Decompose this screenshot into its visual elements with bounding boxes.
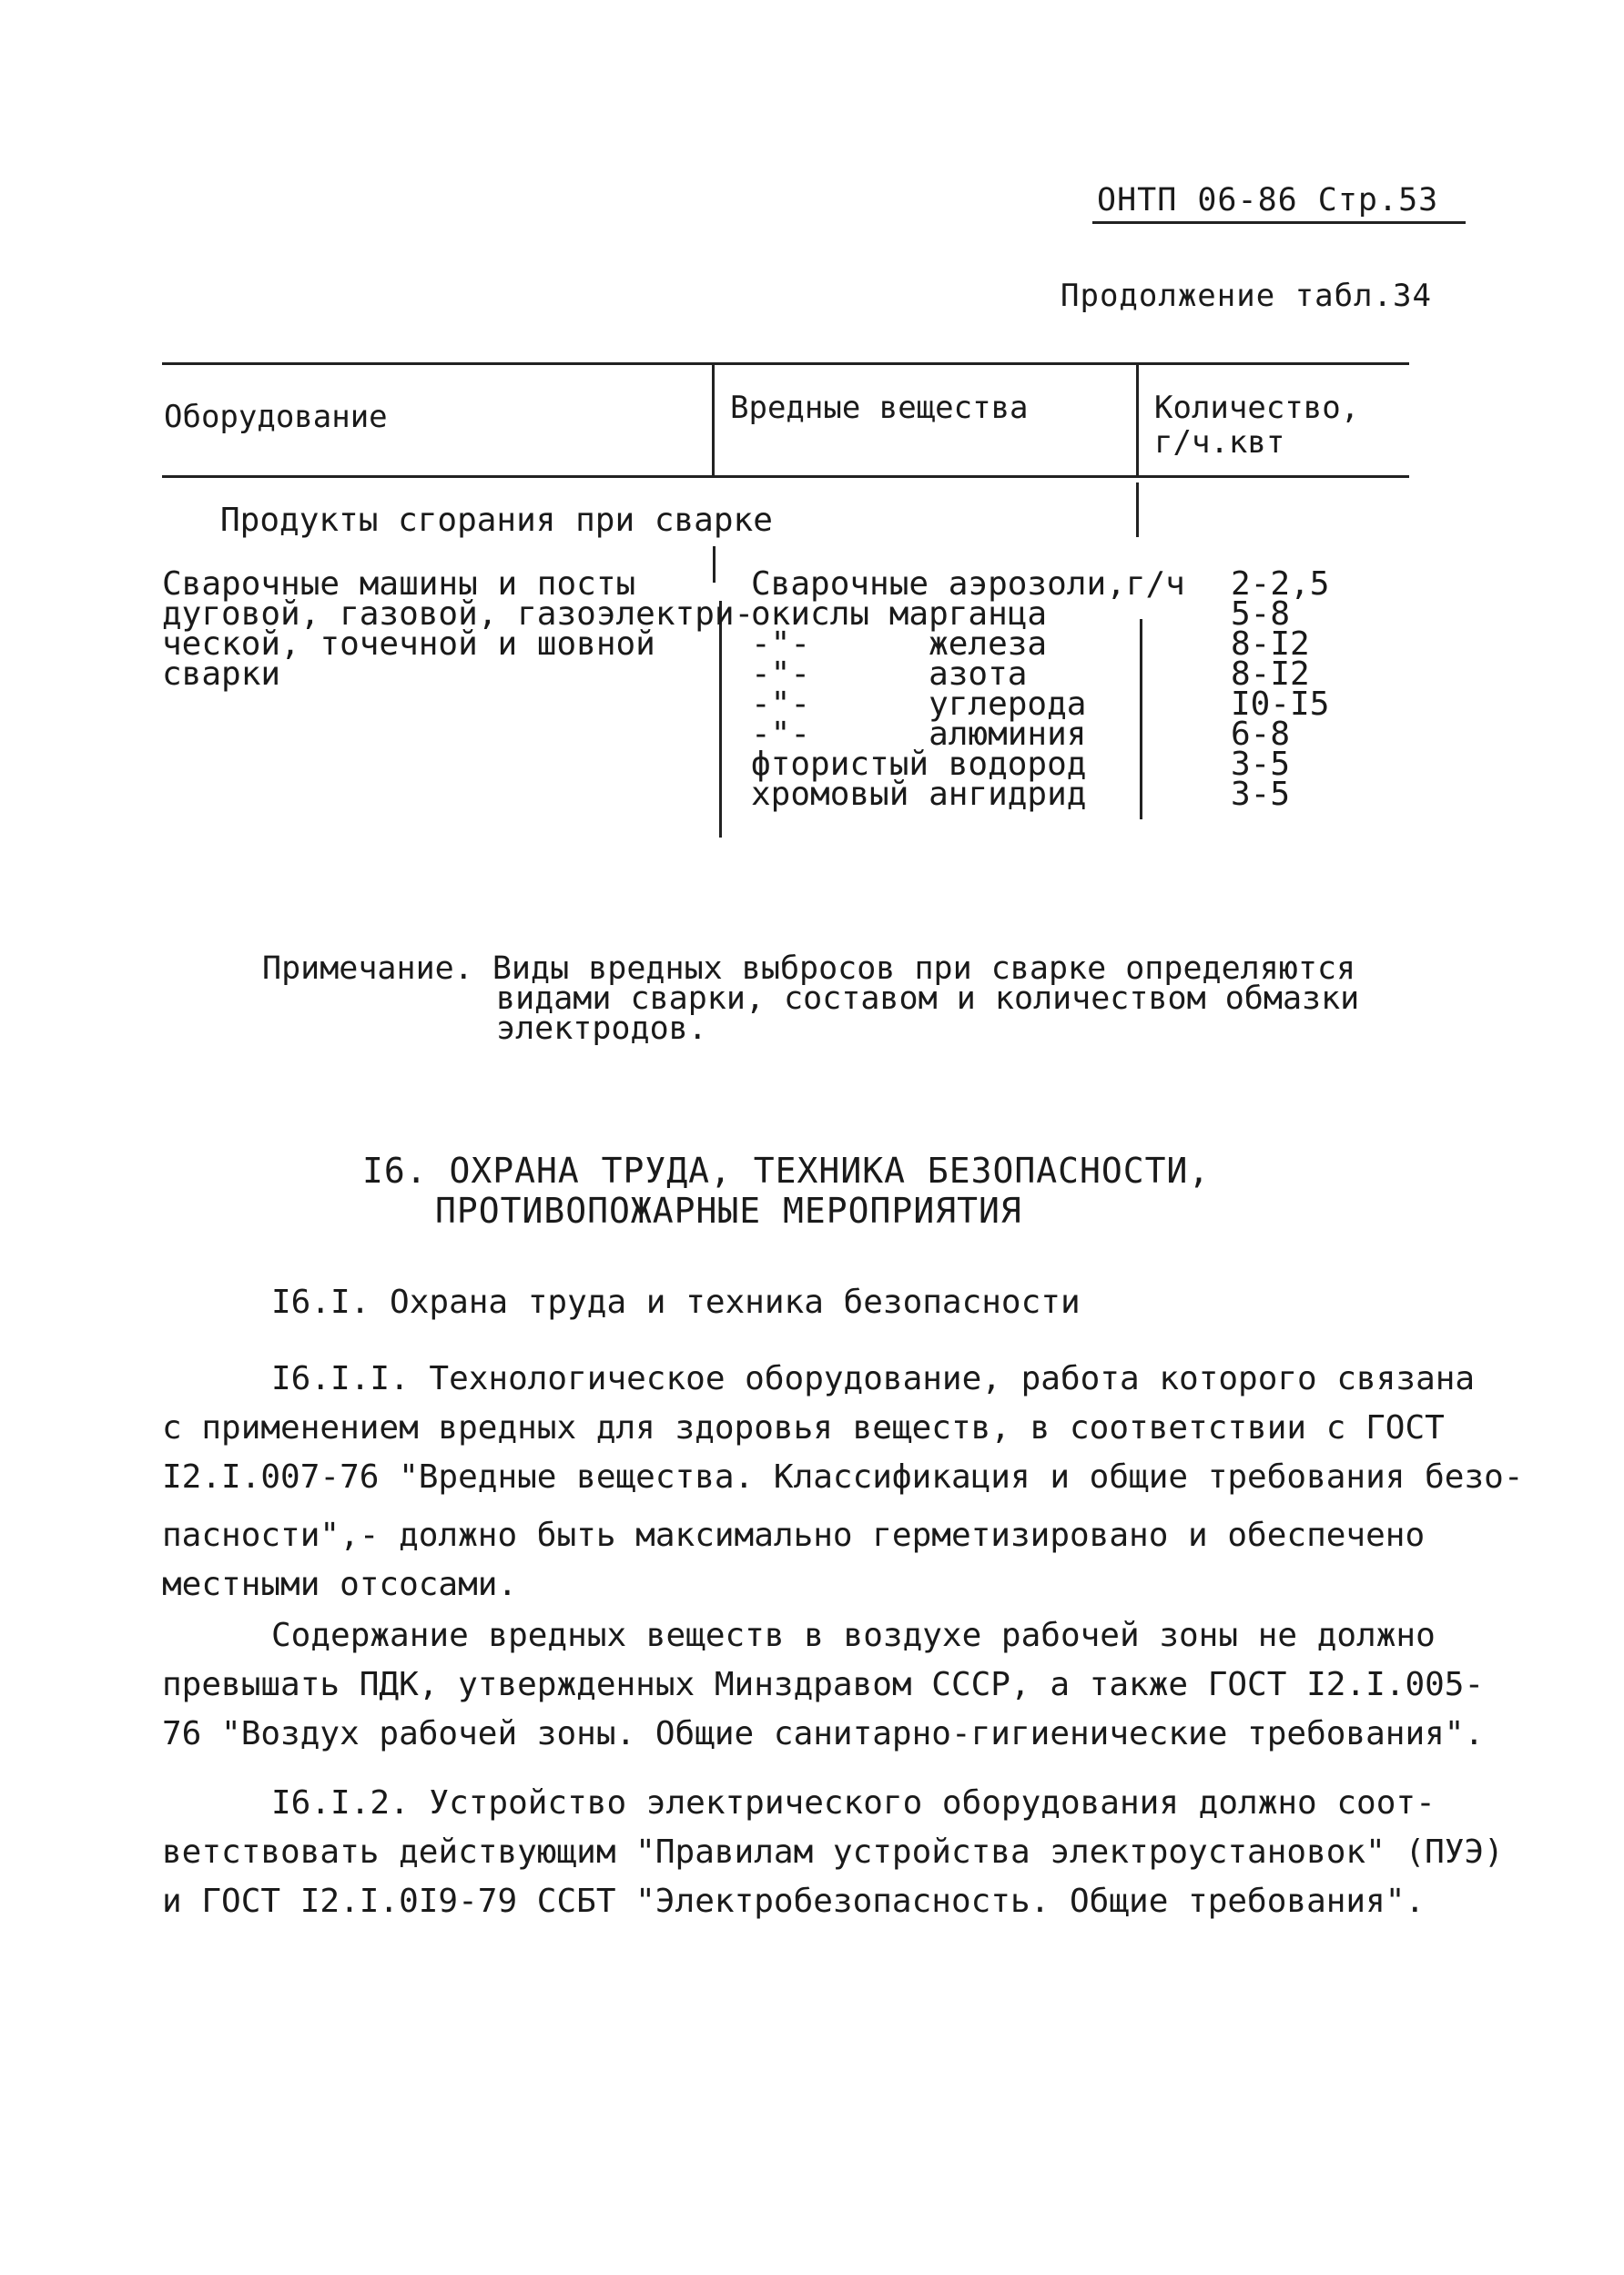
note-line: видами сварки, составом и количеством обмазки: [496, 980, 1360, 1017]
subsection-heading: I6.I. Охрана труда и техника безопасности: [271, 1284, 1081, 1321]
substance-cell: -"- железа: [751, 625, 1048, 663]
paragraph-line: Содержание вредных веществ в воздухе рабочей зоны не должно: [271, 1617, 1436, 1654]
paragraph-line: пасности",- должно быть максимально герметизировано и обеспечено: [162, 1517, 1426, 1554]
section-label: Продукты сгорания при сварке: [220, 502, 773, 539]
substance-cell: -"- азота: [751, 655, 1028, 693]
paragraph-line: и ГОСТ I2.I.0I9-79 ССБТ "Электробезопасность. Общие требования".: [162, 1883, 1426, 1920]
col-divider-2-upper: [1136, 482, 1139, 537]
note-line: Примечание. Виды вредных выбросов при сварке определяются: [262, 950, 1356, 987]
header-divider-2: [1136, 362, 1139, 475]
col-divider-1-top: [713, 546, 716, 583]
note-line: электродов.: [496, 1011, 707, 1047]
equipment-line: дуговой, газовой, газоэлектри-: [162, 595, 755, 633]
quantity-cell: 3-5: [1231, 776, 1291, 813]
table-header-rule: [162, 475, 1409, 478]
quantity-cell: 8-I2: [1231, 655, 1310, 693]
quantity-cell: 6-8: [1231, 716, 1291, 753]
column-header-quantity: Количество,: [1154, 390, 1360, 426]
substance-cell: фтористый водород: [751, 746, 1087, 783]
paragraph-line: I6.I.2. Устройство электрического оборудования должно соот-: [271, 1784, 1436, 1822]
quantity-cell: 8-I2: [1231, 625, 1310, 663]
paragraph-line: ветствовать действующим "Правилам устройства электроустановок" (ПУЭ): [162, 1833, 1504, 1871]
paragraph-line: местными отсосами.: [162, 1566, 518, 1603]
paragraph-line: превышать ПДК, утвержденных Минздравом СССР, а также ГОСТ I2.I.005-: [162, 1666, 1485, 1703]
header-underline: [1092, 221, 1466, 224]
quantity-cell: 5-8: [1231, 595, 1291, 633]
section-heading-continued: ПРОТИВОПОЖАРНЫЕ МЕРОПРИЯТИЯ: [435, 1191, 1022, 1231]
section-heading: I6. ОХРАНА ТРУДА, ТЕХНИКА БЕЗОПАСНОСТИ,: [362, 1151, 1211, 1191]
substance-cell: Сварочные аэрозоли,г/ч: [751, 565, 1185, 603]
quantity-cell: I0-I5: [1231, 686, 1330, 723]
table-top-rule: [162, 362, 1409, 365]
paragraph-line: I6.I.I. Технологическое оборудование, работа которого связана: [271, 1360, 1476, 1397]
column-header-quantity-unit: г/ч.квт: [1154, 424, 1285, 461]
quantity-cell: 3-5: [1231, 746, 1291, 783]
equipment-line: ческой, точечной и шовной: [162, 625, 655, 663]
equipment-line: сварки: [162, 655, 281, 693]
column-header-substances: Вредные вещества: [730, 390, 1029, 426]
paragraph-line: 76 "Воздух рабочей зоны. Общие санитарно-гигиенические требования".: [162, 1715, 1485, 1752]
substance-cell: хромовый ангидрид: [751, 776, 1087, 813]
column-header-equipment: Оборудование: [164, 399, 388, 435]
substance-cell: -"- алюминия: [751, 716, 1087, 753]
header-divider-1: [712, 362, 715, 475]
col-divider-1-body: [719, 601, 722, 838]
table-continuation-label: Продолжение табл.34: [1061, 278, 1432, 314]
paragraph-line: с применением вредных для здоровья веществ, в соответствии с ГОСТ: [162, 1409, 1445, 1447]
equipment-line: Сварочные машины и посты: [162, 565, 636, 603]
substance-cell: -"- углерода: [751, 686, 1087, 723]
paragraph-line: I2.I.007-76 "Вредные вещества. Классификация и общие требования безо-: [162, 1458, 1524, 1496]
substance-cell: окислы марганца: [751, 595, 1048, 633]
quantity-cell: 2-2,5: [1231, 565, 1330, 603]
col-divider-2-body: [1140, 619, 1142, 819]
document-reference: ОНТП 06-86 Стр.53: [1097, 182, 1439, 218]
